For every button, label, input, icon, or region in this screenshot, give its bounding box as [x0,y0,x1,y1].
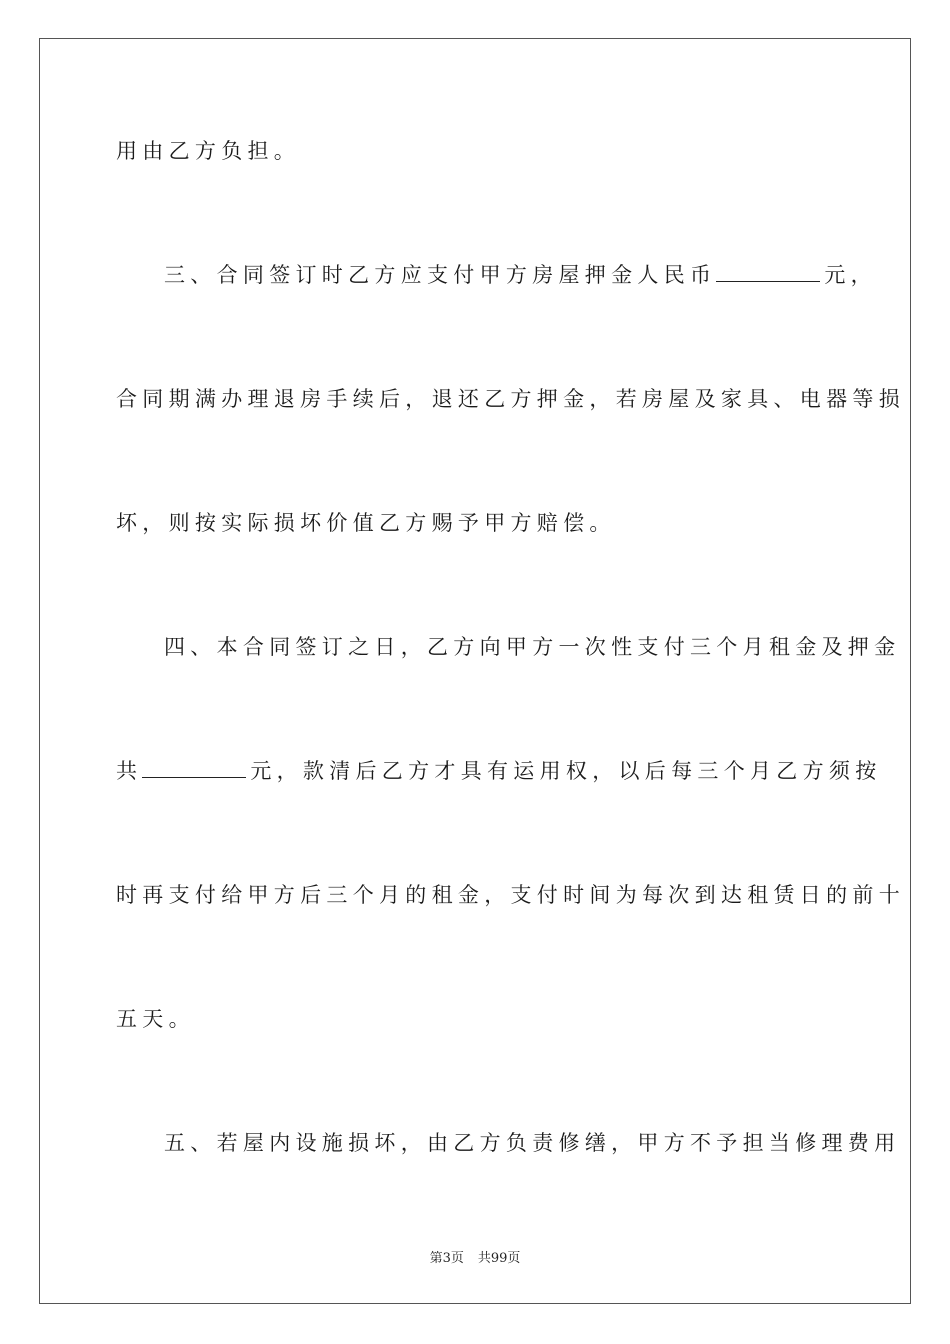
paragraph-line: 合同期满办理退房手续后，退还乙方押金，若房屋及家具、电器等损 [116,387,905,411]
total-payment-blank [142,757,246,778]
paragraph-line [116,756,882,786]
paragraph-line: 用由乙方负担。 [116,139,301,163]
page-total: 共99页 [477,1251,521,1266]
clause-3-text-end: 元， [824,263,877,287]
clause-4-text: 共 [116,759,143,783]
clause-4-text-end: 元，款清后乙方才具有运用权，以后每三个月乙方须按 [250,759,882,783]
paragraph-line: 四、本合同签订之日，乙方向甲方一次性支付三个月租金及押金 [164,635,901,659]
page-footer [0,1247,950,1266]
paragraph-line: 五天。 [116,1007,195,1031]
page-number: 第3页 [429,1251,464,1266]
clause-3-text: 三、合同签订时乙方应支付甲方房屋押金人民币 [164,263,717,287]
page-border [39,38,911,1304]
paragraph-line: 五、若屋内设施损坏，由乙方负责修缮，甲方不予担当修理费用 [164,1131,901,1155]
deposit-amount-blank [716,261,820,282]
paragraph-line: 时再支付给甲方后三个月的租金，支付时间为每次到达租赁日的前十 [116,883,905,907]
paragraph-line: 坏，则按实际损坏价值乙方赐予甲方赔偿。 [116,511,616,535]
paragraph-line [164,260,884,290]
